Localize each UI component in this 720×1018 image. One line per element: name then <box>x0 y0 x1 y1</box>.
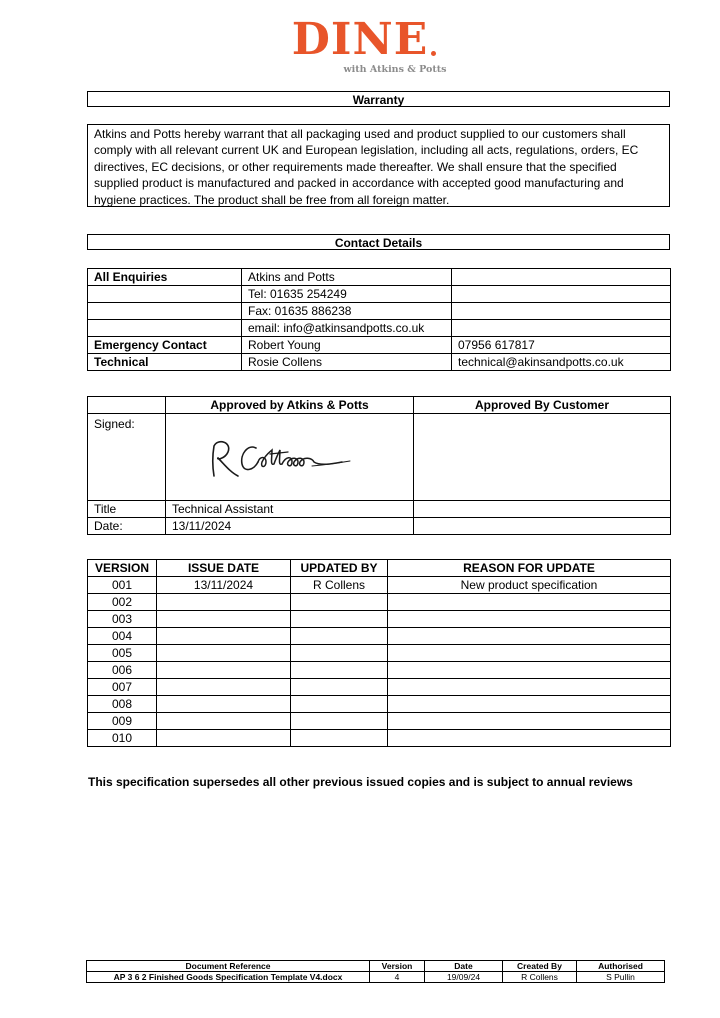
customer-title-cell <box>414 501 671 518</box>
approval-corner-cell <box>88 397 166 414</box>
updated-by-cell <box>291 696 388 713</box>
issue-date-cell <box>157 645 291 662</box>
table-row <box>88 594 671 611</box>
table-row <box>88 662 671 679</box>
title-label: Title <box>88 501 166 518</box>
footer-header: Version <box>370 961 425 972</box>
brand-logo <box>0 14 720 76</box>
updated-by-cell <box>291 679 388 696</box>
column-header: UPDATED BY <box>291 560 388 577</box>
warranty-text <box>87 124 670 207</box>
table-row <box>88 577 671 594</box>
footer-header: Document Reference <box>87 961 370 972</box>
table-row <box>88 679 671 696</box>
updated-by-cell <box>291 594 388 611</box>
date-value: 13/11/2024 <box>166 518 414 535</box>
updated-by-cell <box>291 628 388 645</box>
table-row <box>88 611 671 628</box>
column-header: REASON FOR UPDATE <box>388 560 671 577</box>
table-row <box>88 713 671 730</box>
title-value: Technical Assistant <box>166 501 414 518</box>
issue-date-cell <box>157 679 291 696</box>
approval-table <box>87 396 671 535</box>
issue-date-cell <box>157 730 291 747</box>
contact-value: Robert Young <box>242 337 452 354</box>
contact-extra <box>452 303 671 320</box>
table-row <box>88 730 671 747</box>
table-row <box>88 320 671 337</box>
footer-authorised: S Pullin <box>577 972 665 983</box>
version-cell: 001 <box>88 577 157 594</box>
logo-wordmark: DINE <box>292 18 429 62</box>
supersede-note: This specification supersedes all other previous issued copies and is subject to annual reviews <box>88 775 633 789</box>
reason-cell: New product specification <box>388 577 671 594</box>
contact-value: Rosie Collens <box>242 354 452 371</box>
table-row <box>88 397 671 414</box>
table-row <box>88 337 671 354</box>
contact-value: Tel: 01635 254249 <box>242 286 452 303</box>
contact-label: Emergency Contact <box>88 337 242 354</box>
warranty-line: supplied product is manufactured and packed in accordance with accepted good manufacturing and <box>94 176 624 191</box>
footer-header: Authorised <box>577 961 665 972</box>
issue-date-cell <box>157 662 291 679</box>
table-row <box>88 414 671 501</box>
table-row <box>88 628 671 645</box>
version-cell: 006 <box>88 662 157 679</box>
contact-label <box>88 320 242 337</box>
footer-version: 4 <box>370 972 425 983</box>
version-cell: 004 <box>88 628 157 645</box>
reason-cell <box>388 713 671 730</box>
footer-date: 19/09/24 <box>425 972 503 983</box>
table-row <box>88 501 671 518</box>
reason-cell <box>388 628 671 645</box>
table-row <box>88 354 671 371</box>
reason-cell <box>388 645 671 662</box>
updated-by-cell: R Collens <box>291 577 388 594</box>
footer-document-reference: AP 3 6 2 Finished Goods Specification Template V4.docx <box>87 972 370 983</box>
customer-signature-cell <box>414 414 671 501</box>
contact-extra <box>452 286 671 303</box>
issue-date-cell: 13/11/2024 <box>157 577 291 594</box>
contact-extra: technical@akinsandpotts.co.uk <box>452 354 671 371</box>
table-header-row <box>88 560 671 577</box>
version-history-table <box>87 559 671 747</box>
issue-date-cell <box>157 611 291 628</box>
contact-value: Fax: 01635 886238 <box>242 303 452 320</box>
issue-date-cell <box>157 594 291 611</box>
footer-created-by: R Collens <box>503 972 577 983</box>
reason-cell <box>388 662 671 679</box>
issue-date-cell <box>157 696 291 713</box>
reason-cell <box>388 730 671 747</box>
table-row <box>88 269 671 286</box>
version-cell: 009 <box>88 713 157 730</box>
table-row <box>88 696 671 713</box>
contact-extra: 07956 617817 <box>452 337 671 354</box>
table-row <box>88 645 671 662</box>
footer-header: Created By <box>503 961 577 972</box>
reason-cell <box>388 594 671 611</box>
logo-tagline: with Atkins & Potts <box>343 64 447 75</box>
signed-label: Signed: <box>88 414 166 501</box>
contact-label <box>88 286 242 303</box>
contact-label: All Enquiries <box>88 269 242 286</box>
reason-cell <box>388 679 671 696</box>
reason-cell <box>388 696 671 713</box>
document-footer-table <box>86 960 665 983</box>
warranty-line: comply with all relevant current UK and European legislation, including all acts, regulations, orders, EC <box>94 143 639 158</box>
reason-cell <box>388 611 671 628</box>
version-cell: 002 <box>88 594 157 611</box>
approved-by-customer-header: Approved By Customer <box>414 397 671 414</box>
warranty-line: Atkins and Potts hereby warrant that all packaging used and product supplied to our customers shall <box>94 127 626 141</box>
warranty-line: hygiene practices. The product shall be free from all foreign matter. <box>94 192 450 207</box>
contact-label <box>88 303 242 320</box>
contact-value: Atkins and Potts <box>242 269 452 286</box>
version-cell: 008 <box>88 696 157 713</box>
contact-extra <box>452 320 671 337</box>
warranty-line: directives, EC decisions, or other requirements made thereafter. We shall ensure that the specified <box>94 159 617 174</box>
contact-value: email: info@atkinsandpotts.co.uk <box>242 320 452 337</box>
updated-by-cell <box>291 645 388 662</box>
footer-header: Date <box>425 961 503 972</box>
supplier-signature-cell <box>166 414 414 501</box>
updated-by-cell <box>291 662 388 679</box>
contact-details-table <box>87 268 671 371</box>
version-cell: 005 <box>88 645 157 662</box>
customer-date-cell <box>414 518 671 535</box>
contact-label: Technical <box>88 354 242 371</box>
table-row <box>88 286 671 303</box>
table-row <box>88 303 671 320</box>
approved-by-supplier-header: Approved by Atkins & Potts <box>166 397 414 414</box>
handwritten-signature <box>204 428 384 488</box>
version-cell: 003 <box>88 611 157 628</box>
date-label: Date: <box>88 518 166 535</box>
table-row <box>88 518 671 535</box>
updated-by-cell <box>291 713 388 730</box>
updated-by-cell <box>291 611 388 628</box>
issue-date-cell <box>157 713 291 730</box>
table-header-row <box>87 961 665 972</box>
updated-by-cell <box>291 730 388 747</box>
version-cell: 010 <box>88 730 157 747</box>
contact-details-title: Contact Details <box>87 234 670 250</box>
table-row <box>87 972 665 983</box>
warranty-title: Warranty <box>87 91 670 107</box>
contact-extra <box>452 269 671 286</box>
column-header: ISSUE DATE <box>157 560 291 577</box>
issue-date-cell <box>157 628 291 645</box>
version-cell: 007 <box>88 679 157 696</box>
column-header: VERSION <box>88 560 157 577</box>
